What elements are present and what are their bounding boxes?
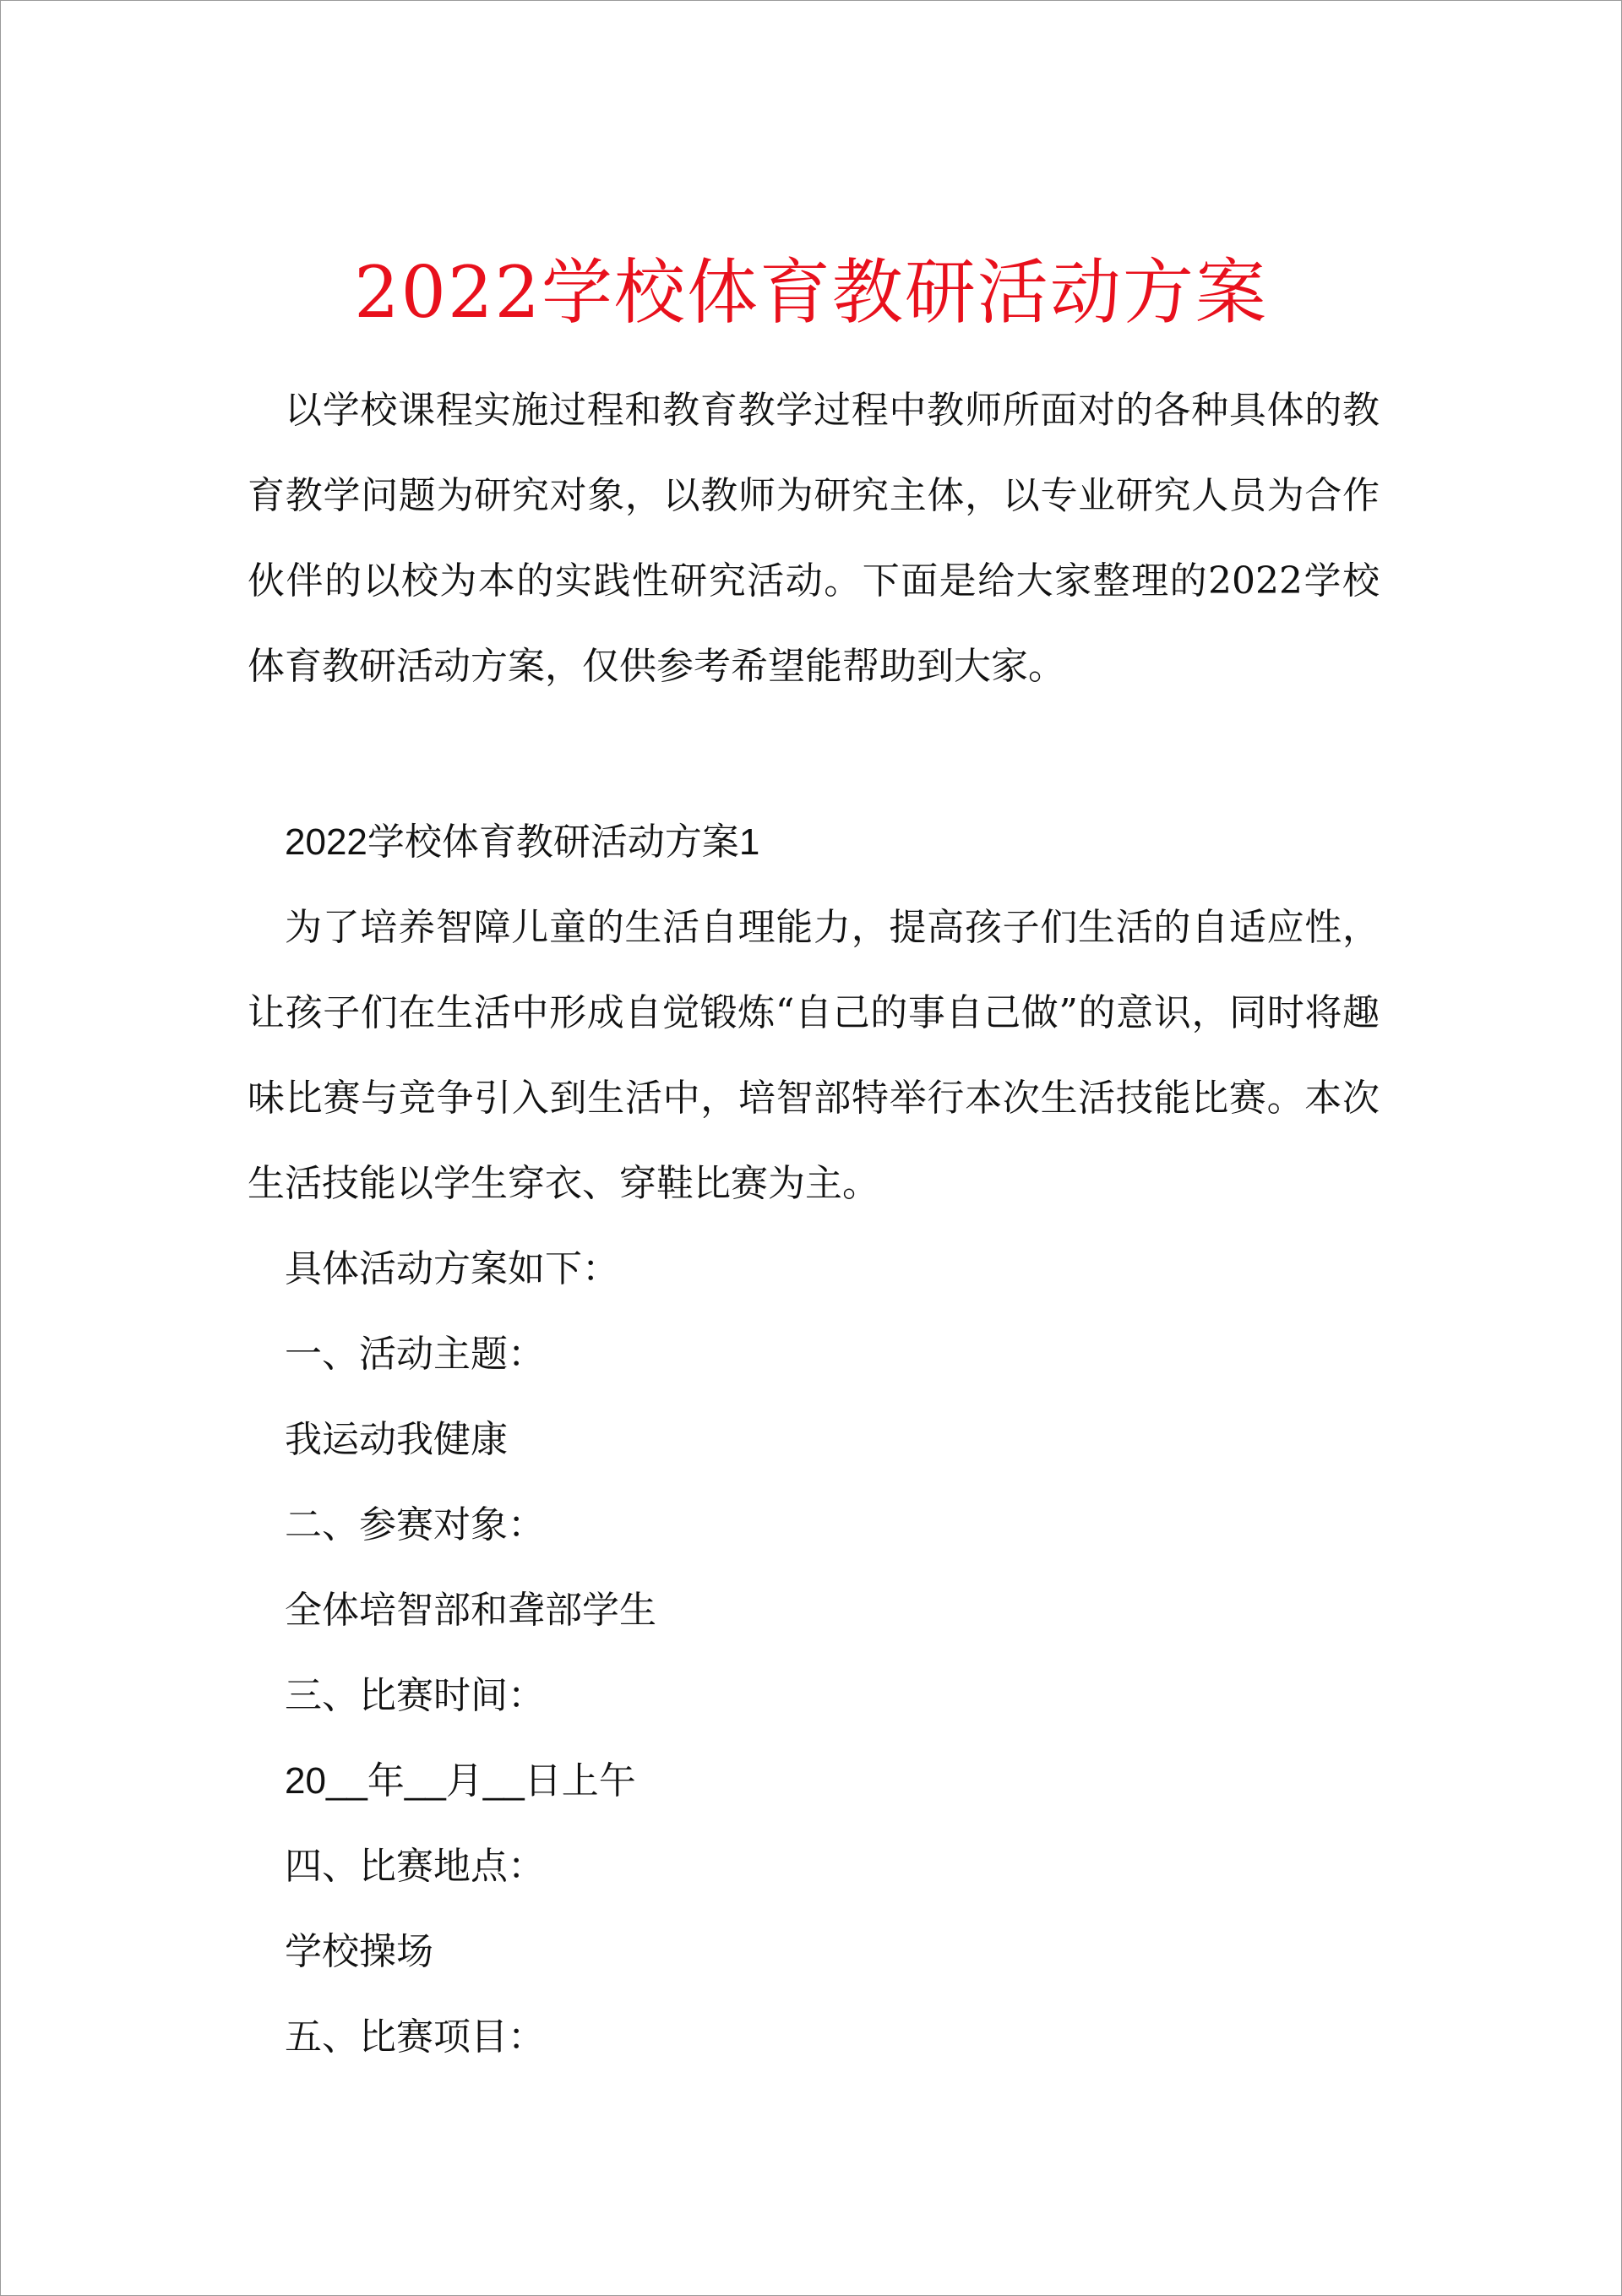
item-time-value: 20__年__月__日上午 xyxy=(285,1760,636,1802)
content-block xyxy=(248,799,1380,2080)
item-location-value: 学校操场 xyxy=(285,1930,433,1973)
plan-intro-line: 具体活动方案如下： xyxy=(285,1247,619,1290)
document-title: 2022学校体育教研活动方案 xyxy=(354,251,1268,334)
item-participants-value: 全体培智部和聋部学生 xyxy=(285,1589,656,1632)
intro-paragraph: 以学校课程实施过程和教育教学过程中教师所面对的各种具体的教育教学问题为研究对象，以教师为研究主体，以专业研究人员为合作伙伴的以校为本的实践性研究活动。下面是给大家整理的2022学校体育教研活动方案，仅供参考希望能帮助到大家。 xyxy=(248,389,1380,688)
item-events-heading: 五、比赛项目： xyxy=(285,2015,545,2059)
intro-block xyxy=(248,368,1380,709)
item-participants-heading: 二、参赛对象： xyxy=(285,1503,545,1546)
item-location-heading: 四、比赛地点： xyxy=(285,1845,545,1888)
item-time-heading: 三、比赛时间： xyxy=(285,1674,545,1717)
item-theme-value: 我运动我健康 xyxy=(285,1418,508,1461)
purpose-paragraph: 为了培养智障儿童的生活自理能力，提高孩子们生活的自适应性，让孩子们在生活中形成自觉锻炼“自己的事自己做”的意识，同时将趣味比赛与竞争引入到生活中，培智部特举行本次生活技能比赛。本次生活技能以学生穿衣、穿鞋比赛为主。 xyxy=(248,906,1380,1205)
item-theme-heading: 一、活动主题： xyxy=(285,1333,545,1376)
section-heading: 2022学校体育教研活动方案1 xyxy=(285,821,760,863)
